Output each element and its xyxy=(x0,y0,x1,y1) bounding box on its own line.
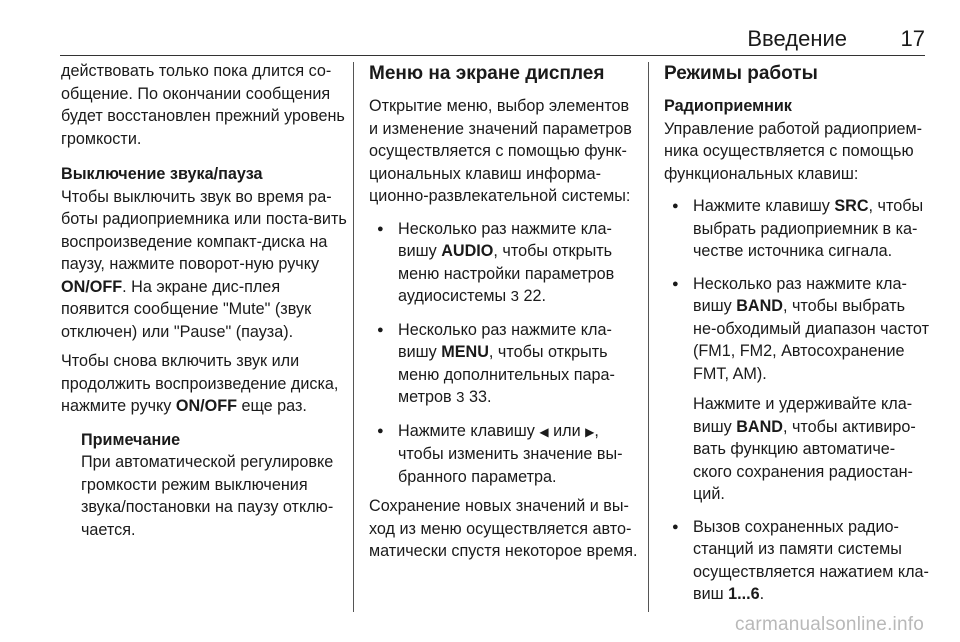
column-divider-2 xyxy=(648,62,649,612)
radio-intro: Управление работой радиоприем-ника осуществляется с помощью функциональных клавиш: xyxy=(664,119,923,183)
text: Несколько раз нажмите кла-вишу xyxy=(398,320,612,361)
text: , чтобы выбрать не-обходимый диапазон частот (FM1, FM2, Автосохранение FMT, AM). xyxy=(693,297,929,383)
column-2 xyxy=(369,60,641,563)
text: Нажмите и удерживайте кла-вишу xyxy=(693,395,913,436)
text: , чтобы открыть меню настройки параметров аудиосистемы xyxy=(398,242,615,305)
src-key: SRC xyxy=(834,197,869,215)
page-ref-arrow-icon: 3 xyxy=(510,288,519,305)
text: . На экране дис-плея появится сообщение "Mute" (звук отключен) или "Pause" (пауза). xyxy=(61,277,312,341)
list-item xyxy=(664,195,932,263)
text: , чтобы выбрать радиоприемник в ка-честве источника сигнала. xyxy=(693,197,924,260)
text: еще раз. xyxy=(237,397,307,415)
band-hold-text xyxy=(693,393,932,506)
text: . xyxy=(759,585,765,603)
header-rule xyxy=(60,55,925,56)
text: Нажмите клавишу xyxy=(398,421,540,440)
onoff-key: ON/OFF xyxy=(175,397,238,415)
note-title: Примечание xyxy=(81,430,181,449)
text: Вызов сохраненных радио-станций из памяти системы осуществляется нажатием кла-виш xyxy=(693,517,929,603)
menu-heading: Меню на экране дисплея xyxy=(369,63,605,84)
page-ref: 33 xyxy=(468,388,487,406)
column-1 xyxy=(61,60,347,541)
note-block xyxy=(81,429,347,542)
menu-intro: Открытие меню, выбор элементов и изменение значений параметров осуществляется с помощью функ-циональных клавиш информа-ционно-развлекательной системы: xyxy=(369,97,632,205)
radio-list xyxy=(664,195,932,606)
modes-heading: Режимы работы xyxy=(664,63,818,84)
band-key: BAND xyxy=(736,417,783,436)
column-3 xyxy=(664,60,932,606)
menu-outro: Сохранение новых значений и вы-ход из меню осуществляется авто-матически спустя некоторое время. xyxy=(369,497,638,560)
unmute-paragraph xyxy=(61,350,347,418)
text: , чтобы активиро-вать функцию автоматиче-ского сохранения радиостан-ций. xyxy=(693,417,916,503)
text: Нажмите клавишу xyxy=(693,197,835,215)
watermark: carmanualsonline.info xyxy=(734,614,924,635)
list-item: ● Несколько раз нажмите кла-вишу AUDIO, чтобы открыть меню настройки параметров аудиосистемы 3 22. xyxy=(369,218,641,309)
page-ref-arrow-icon: 3 xyxy=(456,389,465,406)
band-key: BAND xyxy=(736,297,783,315)
note-text: При автоматической регулировке громкости режим выключения звука/постановки на паузу отклю-чается. xyxy=(81,453,334,539)
menu-key: MENU xyxy=(441,343,489,361)
list-item xyxy=(369,420,641,489)
list-item: ● Несколько раз нажмите кла-вишу MENU, чтобы открыть меню дополнительных пара-метров 3 33. xyxy=(369,319,641,410)
right-arrow-icon: ▶ xyxy=(585,424,595,439)
text: Несколько раз нажмите кла-вишу xyxy=(693,274,907,315)
mute-paragraph xyxy=(61,186,347,344)
mute-heading: Выключение звука/пауза xyxy=(61,165,263,183)
text: Чтобы выключить звук во время ра-боты радиоприемника или поста-вить воспроизведение компакт-диска на паузу, нажмите поворот-ную ручку xyxy=(61,187,347,273)
menu-list xyxy=(369,218,641,489)
text: Чтобы снова включить звук или продолжить воспроизведение диска, нажмите ручку xyxy=(61,352,339,415)
text: Несколько раз нажмите кла-вишу xyxy=(398,219,612,260)
list-item xyxy=(664,273,932,506)
page-ref: 22 xyxy=(523,287,542,305)
section-title: Введение xyxy=(747,26,847,51)
text: , чтобы открыть меню дополнительных пара-метров xyxy=(398,343,615,406)
text: или xyxy=(548,421,586,440)
continued-paragraph: действовать только пока длится со-общение. По окончании сообщения будет восстановлен прежний уровень громкости. xyxy=(61,62,345,148)
column-divider-1 xyxy=(353,62,354,612)
radio-subheading: Радиоприемник xyxy=(664,97,792,115)
audio-key: AUDIO xyxy=(441,242,494,260)
onoff-key: ON/OFF xyxy=(61,277,123,296)
band-text xyxy=(693,273,932,386)
page-number: 17 xyxy=(900,26,925,51)
preset-keys: 1...6 xyxy=(728,585,760,603)
page-header xyxy=(60,26,925,56)
list-item xyxy=(664,516,932,606)
text: , чтобы изменить значение вы-бранного параметра. xyxy=(398,421,623,486)
left-arrow-icon: ◀ xyxy=(539,424,549,439)
